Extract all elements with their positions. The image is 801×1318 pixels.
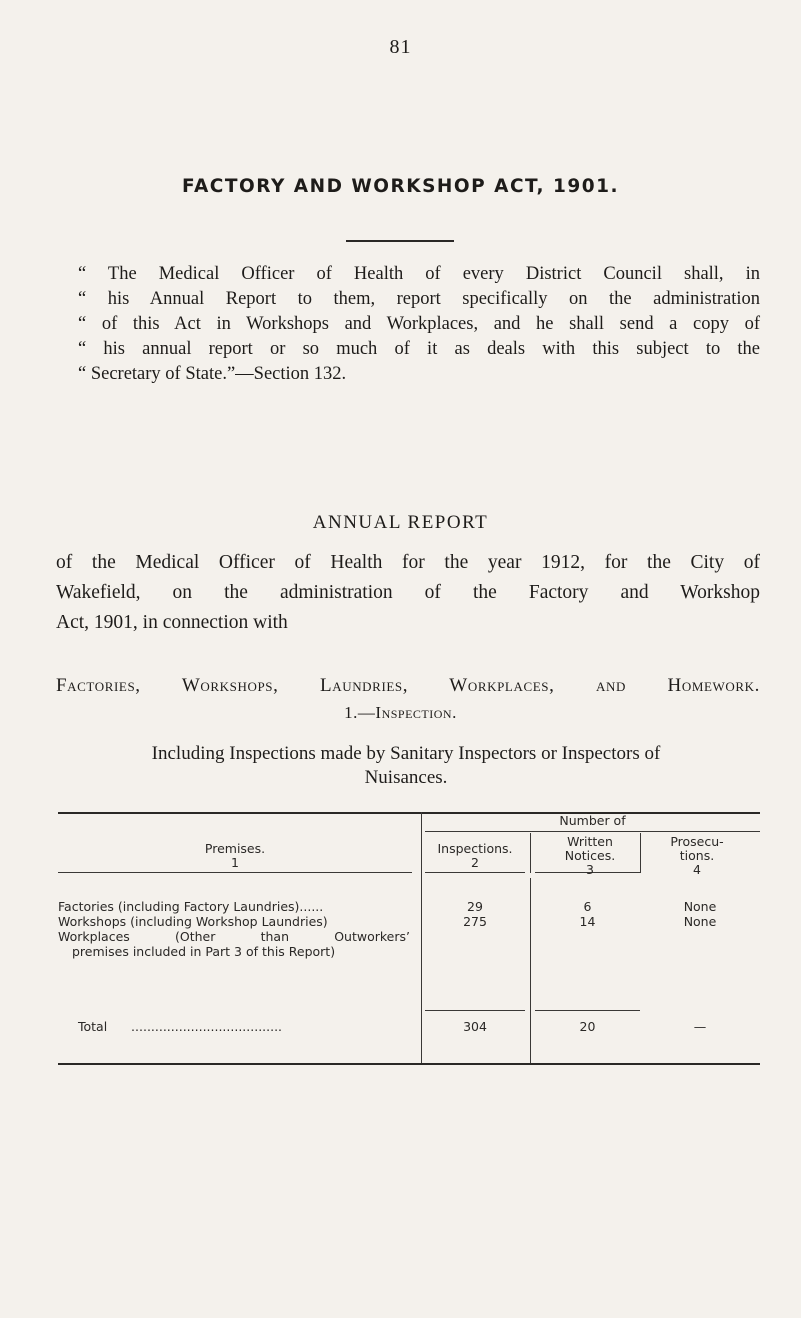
total-prosecutions: — <box>693 1019 707 1034</box>
table-bottom-rule <box>58 1063 760 1065</box>
col-divider-2 <box>530 833 531 873</box>
header-bottom-rule-premises <box>58 872 412 873</box>
header-bottom-rule-notices <box>535 872 640 873</box>
row-workshops-inspections: 275 <box>463 914 487 929</box>
statute-quote <box>78 262 760 387</box>
including-note <box>52 742 760 790</box>
row-factories-notices: 6 <box>583 899 592 914</box>
col-header-notices: Written Notices. 3 <box>564 834 616 877</box>
col-header-premises: Premises. 1 <box>204 841 266 870</box>
group-header-number-of: Number of <box>559 813 626 828</box>
row-factories-inspections: 29 <box>467 899 483 914</box>
row-workshops-label-line2: Workplaces (Other than Outworkers’ <box>58 929 410 944</box>
total-top-rule-inspections <box>425 1010 525 1011</box>
total-top-rule-notices <box>535 1010 640 1011</box>
section-heading: 1.—Inspection. <box>344 703 457 722</box>
row-workshops-prosecutions: None <box>683 914 717 929</box>
intro-line: of the Medical Officer of Health for the year 1912, for the City of <box>56 552 760 573</box>
quote-line: “ Secretary of State.”—Section 132. <box>78 364 347 384</box>
report-heading: ANNUAL REPORT <box>312 512 489 533</box>
intro-line: Wakefield, on the administration of the Factory and Workshop <box>56 582 760 603</box>
number-of-rule <box>425 831 760 832</box>
col-divider-2b <box>530 878 531 1063</box>
total-label: Total ...................................... <box>78 1019 283 1034</box>
quote-line: “ The Medical Officer of Health of every District Council shall, in <box>78 264 760 284</box>
act-title: FACTORY AND WORKSHOP ACT, 1901. <box>181 176 620 197</box>
total-notices: 20 <box>579 1019 596 1034</box>
categories-heading: Factories, Workshops, Laundries, Workplaces, and Homework. <box>56 675 760 696</box>
row-factories-prosecutions: None <box>683 899 717 914</box>
intro-line: Act, 1901, in connection with <box>56 612 288 633</box>
col-header-inspections: Inspections. 2 <box>437 841 513 870</box>
col-divider-1 <box>421 812 422 1063</box>
total-inspections: 304 <box>463 1019 487 1034</box>
row-workshops-notices: 14 <box>579 914 596 929</box>
row-factories-label: Factories (including Factory Laundries)...... <box>58 899 324 914</box>
col-divider-3 <box>640 833 641 873</box>
quote-line: “ his annual report or so much of it as deals with this subject to the <box>78 339 760 359</box>
quote-line: “ of this Act in Workshops and Workplaces, and he shall send a copy of <box>78 314 760 334</box>
including-line: Including Inspections made by Sanitary Inspectors or Inspectors of <box>151 743 661 764</box>
col-header-prosecutions: Prosecu- tions. 4 <box>670 834 724 877</box>
title-rule <box>346 240 454 242</box>
table-top-rule <box>58 812 760 814</box>
header-bottom-rule-inspections <box>425 872 525 873</box>
quote-line: “ his Annual Report to them, report specifically on the administration <box>78 289 760 309</box>
including-line: Nuisances. <box>364 767 448 788</box>
row-workshops-label-line3: premises included in Part 3 of this Report) <box>72 944 336 959</box>
row-workshops-label-line1: Workshops (including Workshop Laundries) <box>58 914 328 929</box>
page-number: 81 <box>389 36 412 58</box>
intro-paragraph <box>56 548 760 638</box>
